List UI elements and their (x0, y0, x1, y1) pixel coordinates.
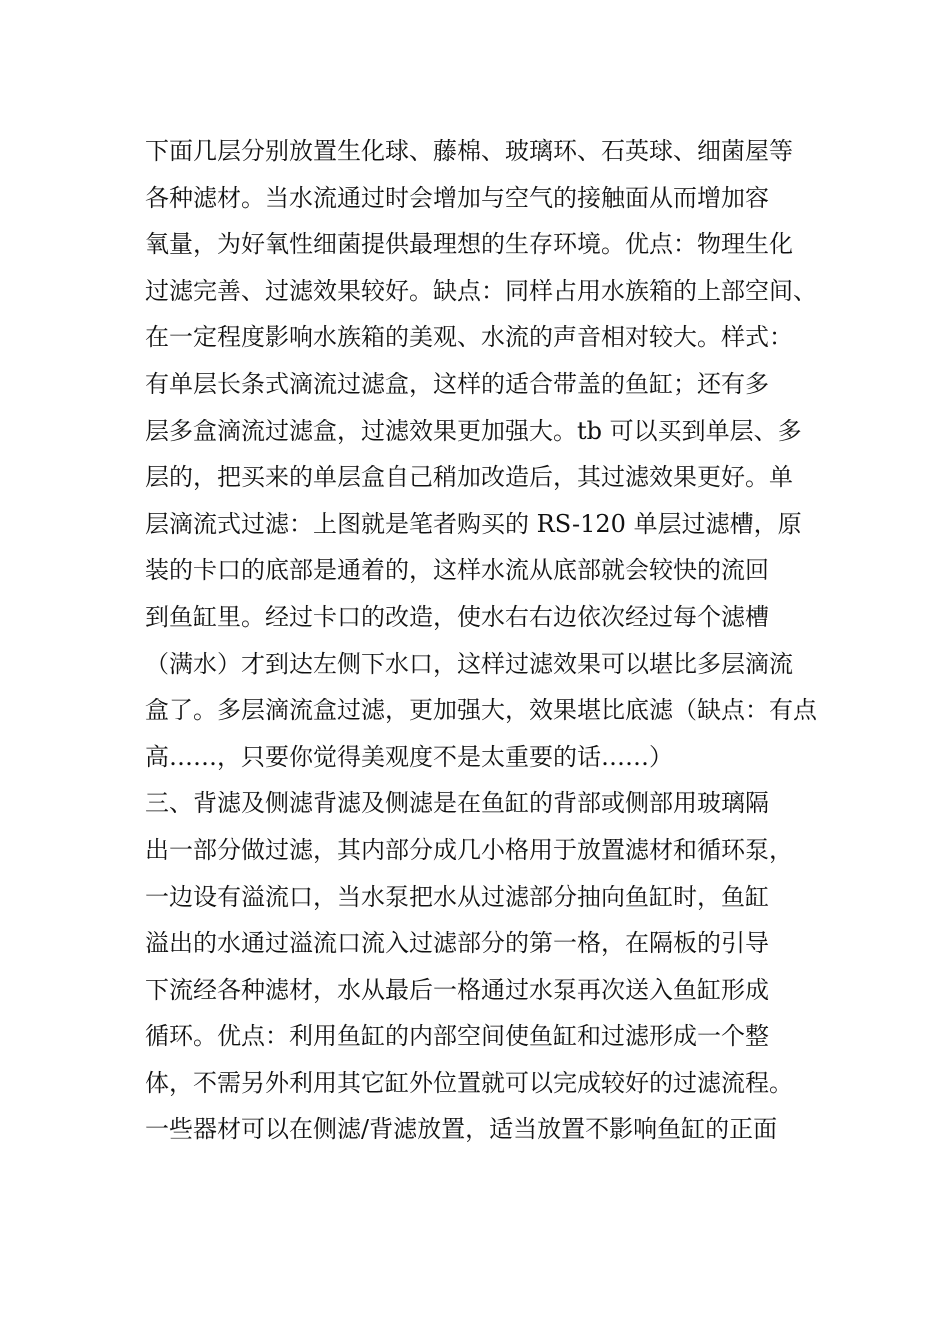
text-line: 溢出的水通过溢流口流入过滤部分的第一格，在隔板的引导 (145, 929, 769, 958)
body-text (145, 128, 845, 1153)
text-line: 循环。优点：利用鱼缸的内部空间使鱼缸和过滤形成一个整 (145, 1022, 769, 1051)
text-line: 下流经各种滤材，水从最后一格通过水泵再次送入鱼缸形成 (145, 975, 769, 1004)
text-line: 各种滤材。当水流通过时会增加与空气的接触面从而增加容 (145, 183, 769, 212)
text-line: 高……，只要你觉得美观度不是太重要的话……） (145, 742, 673, 771)
text-line: 层多盒滴流过滤盒，过滤效果更加强大。tb 可以买到单层、多 (145, 416, 802, 445)
text-line: 盒了。多层滴流盒过滤，更加强大，效果堪比底滤（缺点：有点 (145, 696, 817, 725)
text-line: 有单层长条式滴流过滤盒，这样的适合带盖的鱼缸；还有多 (145, 369, 769, 398)
text-line: （满水）才到达左侧下水口，这样过滤效果可以堪比多层滴流 (145, 649, 793, 678)
text-line: 过滤完善、过滤效果较好。缺点：同样占用水族箱的上部空间、 (145, 276, 817, 305)
text-line: 三、背滤及侧滤背滤及侧滤是在鱼缸的背部或侧部用玻璃隔 (145, 789, 769, 818)
text-line: 层的，把买来的单层盒自己稍加改造后，其过滤效果更好。单 (145, 463, 793, 492)
text-line: 到鱼缸里。经过卡口的改造，使水右右边依次经过每个滤槽 (145, 602, 769, 631)
text-line: 体，不需另外利用其它缸外位置就可以完成较好的过滤流程。 (145, 1068, 793, 1097)
text-line: 下面几层分别放置生化球、藤棉、玻璃环、石英球、细菌屋等 (145, 137, 793, 165)
text-line: 在一定程度影响水族箱的美观、水流的声音相对较大。样式： (145, 323, 793, 352)
text-line: 层滴流式过滤：上图就是笔者购买的 RS-120 单层过滤槽，原 (145, 509, 802, 538)
text-line: 一边设有溢流口，当水泵把水从过滤部分抽向鱼缸时，鱼缸 (145, 882, 769, 911)
text-line: 出一部分做过滤，其内部分成几小格用于放置滤材和循环泵， (145, 835, 793, 864)
text-line: 氧量，为好氧性细菌提供最理想的生存环境。优点：物理生化 (145, 230, 793, 259)
text-line: 装的卡口的底部是通着的，这样水流从底部就会较快的流回 (145, 556, 769, 585)
text-line: 一些器材可以在侧滤/背滤放置，适当放置不影响鱼缸的正面 (145, 1115, 778, 1144)
